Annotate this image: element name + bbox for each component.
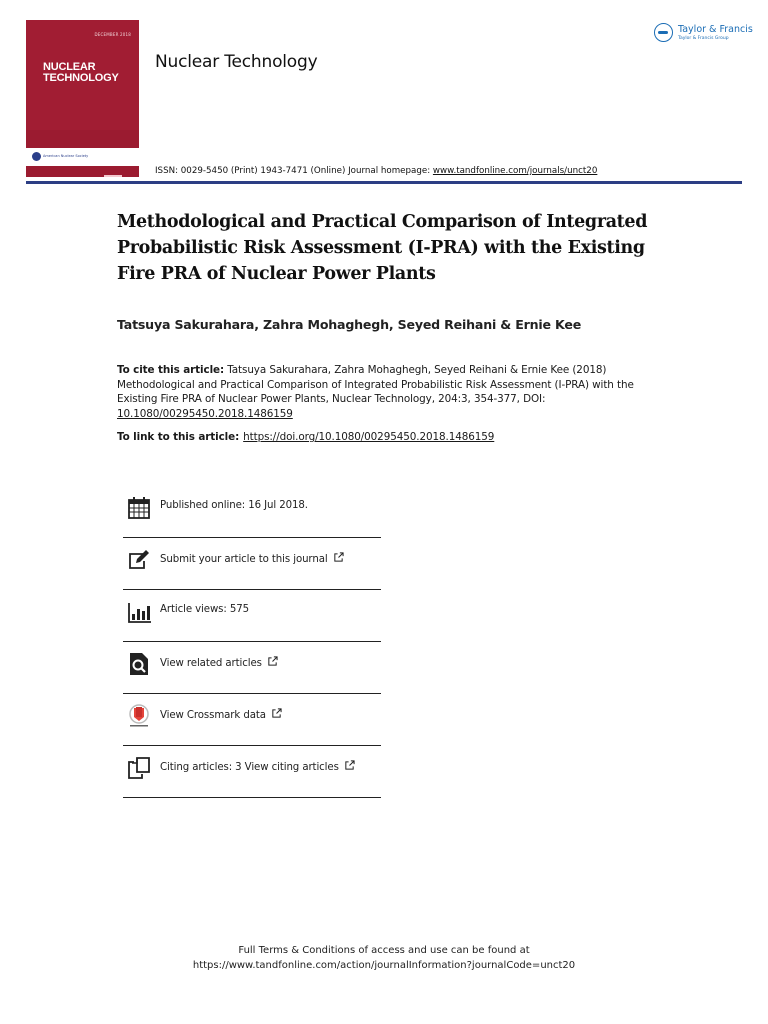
list-item-submit[interactable] xyxy=(123,538,381,590)
issn-line xyxy=(155,166,597,176)
issn-text: ISSN: 0029-5450 (Print) 1943-7471 (Online) Journal homepage: xyxy=(155,166,433,176)
article-link-line xyxy=(117,431,494,443)
terms-url-link[interactable]: https://www.tandfonline.com/action/journalInformation?journalCode=unct20 xyxy=(192,960,576,971)
list-item-related[interactable] xyxy=(123,642,381,694)
cover-date: DECEMBER 2018 xyxy=(94,32,131,37)
article-info-list xyxy=(123,486,381,798)
crossmark-label: View Crossmark data xyxy=(160,710,266,721)
society-logo-icon xyxy=(32,152,41,161)
bar-chart-icon xyxy=(127,600,151,624)
article-views: Article views: 575 xyxy=(160,604,250,615)
publisher-logo[interactable] xyxy=(654,22,753,48)
crossmark-link[interactable] xyxy=(160,708,282,721)
cover-foot-mark xyxy=(104,175,122,177)
link-label: To link to this article: xyxy=(117,431,240,443)
terms-line: Full Terms & Conditions of access and use can be found at xyxy=(238,945,530,956)
list-item-published xyxy=(123,486,381,538)
list-item-crossmark[interactable] xyxy=(123,694,381,746)
published-date: Published online: 16 Jul 2018. xyxy=(160,500,308,511)
citation-block xyxy=(117,363,657,421)
submit-label: Submit your article to this journal xyxy=(160,554,328,565)
cite-doi-link[interactable]: 10.1080/00295450.2018.1486159 xyxy=(117,407,293,420)
list-item-views xyxy=(123,590,381,642)
cover-title-line1: NUCLEAR xyxy=(43,61,96,73)
list-item-citing[interactable] xyxy=(123,746,381,798)
article-authors: Tatsuya Sakurahara, Zahra Mohaghegh, Seyed Reihani & Ernie Kee xyxy=(117,317,582,332)
calendar-icon xyxy=(127,496,151,520)
cite-label: To cite this article: xyxy=(117,364,225,376)
related-articles-link[interactable] xyxy=(160,656,278,669)
copy-documents-icon xyxy=(127,756,151,780)
cite-text: Tatsuya Sakurahara, Zahra Mohaghegh, Seyed Reihani & Ernie Kee (2018) Methodological and Practical Comparison of Integrated Probabilistic Risk Assessment (I-PRA) with the Existing Fire PRA of Nuclear Power Plants, Nuclear Technology, 204:3, 354-377, DOI: xyxy=(117,364,634,405)
journal-cover-image xyxy=(26,20,139,177)
crossmark-icon xyxy=(127,704,151,728)
header-divider xyxy=(26,181,742,184)
citing-articles-link[interactable] xyxy=(160,760,355,773)
edit-icon xyxy=(127,548,151,572)
cover-society-name: American Nuclear Society xyxy=(43,154,89,158)
external-link-icon xyxy=(344,760,355,771)
article-doi-link[interactable]: https://doi.org/10.1080/00295450.2018.1486159 xyxy=(243,431,495,443)
external-link-icon xyxy=(333,552,344,563)
journal-homepage-link[interactable]: www.tandfonline.com/journals/unct20 xyxy=(432,166,598,176)
publisher-group: Taylor & Francis Group xyxy=(678,36,729,41)
taylor-francis-icon xyxy=(654,23,673,42)
related-label: View related articles xyxy=(160,658,262,669)
submit-article-link[interactable] xyxy=(160,552,344,565)
publisher-name: Taylor & Francis xyxy=(678,24,753,35)
document-search-icon xyxy=(127,652,151,676)
external-link-icon xyxy=(267,656,278,667)
terms-footer xyxy=(0,943,768,973)
journal-name[interactable]: Nuclear Technology xyxy=(155,52,318,72)
citing-label: Citing articles: 3 View citing articles xyxy=(160,762,339,773)
article-title: Methodological and Practical Comparison of Integrated Probabilistic Risk Assessment (I-PRA) with the Existing Fire PRA of Nuclear Power Plants xyxy=(117,212,648,284)
cover-title xyxy=(43,62,119,84)
external-link-icon xyxy=(271,708,282,719)
cover-title-line2: TECHNOLOGY xyxy=(43,72,119,84)
